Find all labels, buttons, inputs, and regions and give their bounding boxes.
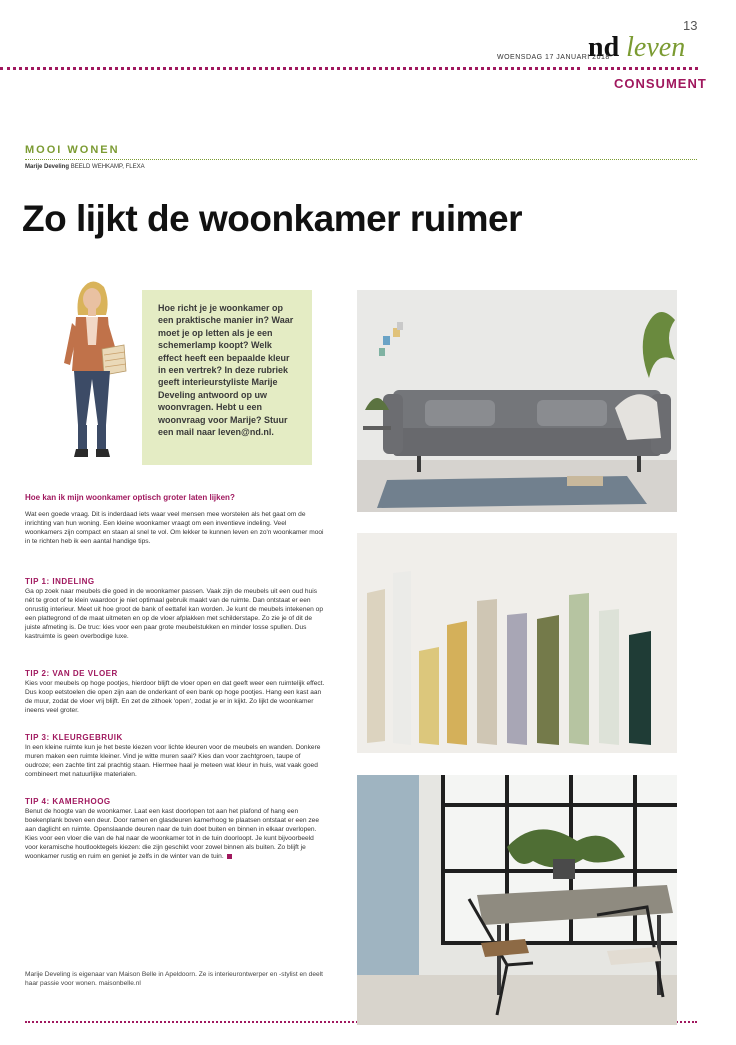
section-label: CONSUMENT xyxy=(614,76,707,91)
header-divider-right xyxy=(588,67,698,70)
issue-date: WOENSDAG 17 JANUARI 2018 xyxy=(497,54,610,61)
byline-author: Marije Develing xyxy=(25,164,70,170)
header-divider xyxy=(0,67,580,70)
rubric-label: MOOI WONEN xyxy=(25,144,120,156)
sofa-photo xyxy=(357,290,677,512)
rubric-divider xyxy=(25,159,697,160)
reader-question: Hoe kan ik mijn woonkamer optisch groter laten lijken? xyxy=(25,493,235,502)
intro-box xyxy=(142,290,312,465)
brand-leven: leven xyxy=(626,32,686,63)
paint-swatches-photo xyxy=(357,533,677,753)
dining-room-photo xyxy=(357,775,677,1025)
opening-paragraph: Wat een goede vraag. Dit is inderdaad iets waar veel mensen mee worstelen als het gaat om de inrichting van hun woning. Een kleine woonkamer vraagt om een inventieve indeling. Veel woonkamers zijn compact en staan al snel te vol. Om lekker te kunnen leven en zo'n woonkamer mooi in te richten heb ik een aantal handige tips. xyxy=(25,511,324,546)
author-bio: Marije Develing is eigenaar van Maison Belle in Apeldoorn. Ze is interieurontwerper en -stylist en deelt haar passie voor wonen. maisonbelle.nl xyxy=(25,971,323,987)
tip-2-text: Kies voor meubels op hoge pootjes, hierdoor blijft de vloer open en dat geeft weer een ruimtelijk effect. Dus koop eetstoelen die open zijn aan de onderkant of een bank op hoge pootjes. Hang een kast aan de muur, zodat de vloer vrij blijft. En zet de zithoek 'open', zodat je er in kijkt. Zo lijkt de woonkamer ineens veel groter. xyxy=(25,680,325,715)
tip-4-block xyxy=(25,807,325,862)
page-number: 13 xyxy=(683,18,698,33)
headline: Zo lijkt de woonkamer ruimer xyxy=(22,198,523,239)
brand-nd: nd xyxy=(588,32,620,63)
tip-2-title: TIP 2: VAN DE VLOER xyxy=(25,669,118,678)
tip-3-title: TIP 3: KLEURGEBRUIK xyxy=(25,733,123,742)
tip-1-title: TIP 1: INDELING xyxy=(25,577,95,586)
tip-1-text: Ga op zoek naar meubels die goed in de woonkamer passen. Vaak zijn de meubels uit een oud huis nét te groot of te klein waardoor je niet optimaal gebruik maakt van de ruimte. Dan ontstaat er een onrustig interieur. Meet uit hoe groot de bank of eettafel kan worden. Je kunt de meubels intekenen op een plattegrond of de maat uitmeten en op de vloer afplakken met schilderstape. Zo zie je of dit de juiste afmeting is. De truc: kies voor een paar grote meubelstukken en minder losse spullen. Dus kastruimte is geen overbodige luxe. xyxy=(25,588,324,641)
byline-credit: BEELD WEHKAMP, FLEXA xyxy=(70,164,145,170)
tip-3-text: In een kleine ruimte kun je het beste kiezen voor lichte kleuren voor de meubels en wanden. Donkere muren maken een ruimte kleiner. Vind je witte muren saai? Kies dan voor zachtgroen, taupe of oudroze; een zachte tint zal prachtig staan. Hiermee haal je meteen wat kleur in huis, wat vaak goed combineert met natuurlijke materialen. xyxy=(25,744,321,779)
tip-4-title: TIP 4: KAMERHOOG xyxy=(25,797,111,806)
tip-4-text: Benut de hoogte van de woonkamer. Laat een kast doorlopen tot aan het plafond of hang een boekenplank boven een deur. Door ramen en glasdeuren kamerhoog te plaatsen ontstaat er een zee aan daglicht en ruimte. Openslaande deuren naar de tuin doet buiten en binnen in elkaar overlopen. Kies voor een vloer die van de hal naar de woonkamer tot in de tuin doorloopt. Je kunt bijvoorbeeld voor keramische houtlooktegels kiezen: die zijn geschikt voor zowel binnen als buiten. Zo blijft je woonkamer rustig en ruim en geniet je zelfs in de winter van de tuin. xyxy=(25,808,319,861)
end-mark-icon xyxy=(227,854,232,859)
author-portrait xyxy=(52,275,132,460)
intro-text: Hoe richt je je woonkamer op een praktische manier in? Waar moet je op letten als je een schemerlamp koopt? Welk effect heeft een bepaalde kleur in een vertrek? In deze rubriek geeft interieurstyliste Marije Develing antwoord op uw woonvragen. Hebt u een woonvraag voor Marije? Stuur een mail naar leven@nd.nl. xyxy=(158,303,294,438)
byline xyxy=(25,164,145,170)
